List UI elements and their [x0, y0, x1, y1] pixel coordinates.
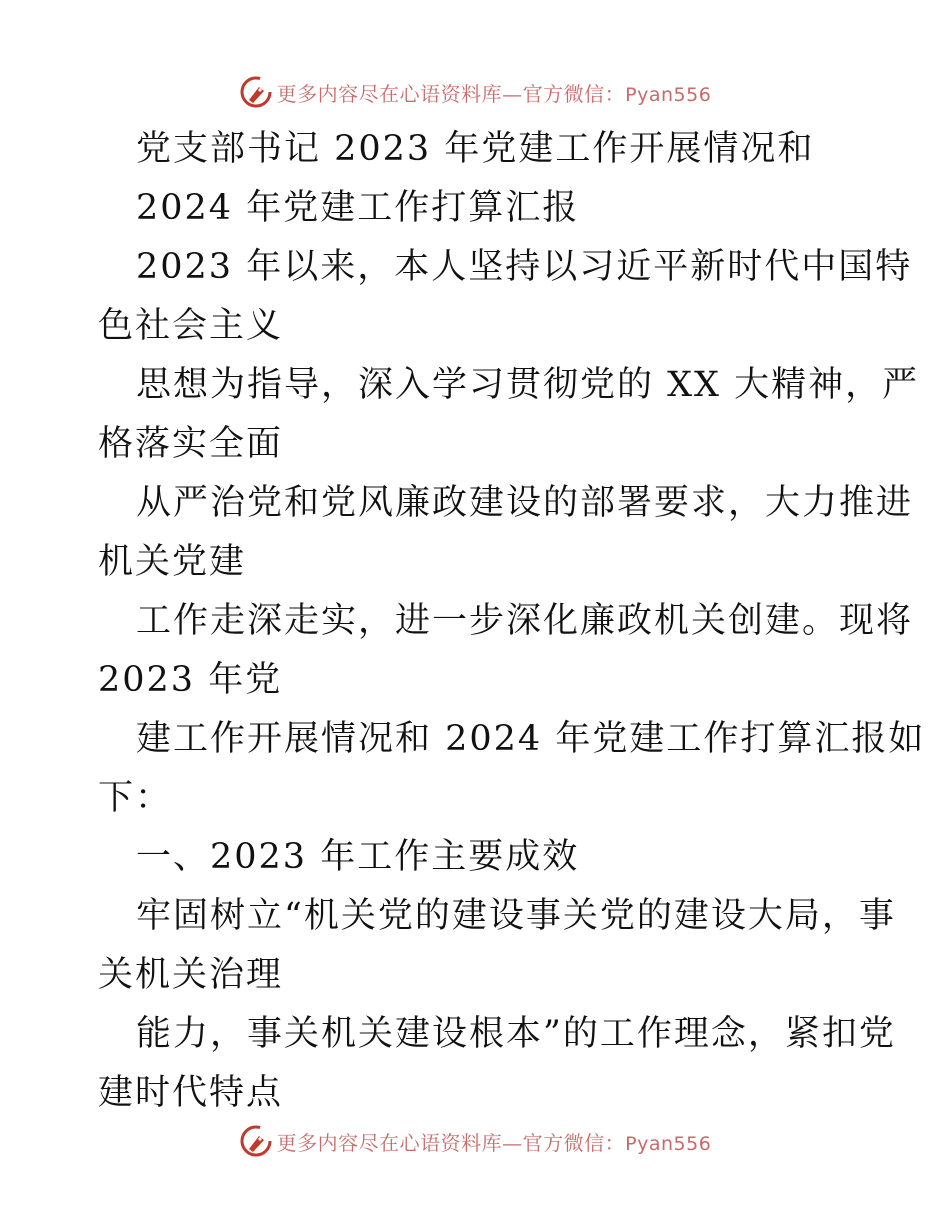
paragraph-line: 2023 年党	[98, 660, 283, 700]
paragraph-line: 牢固树立“机关党的建设事关党的建设大局，事	[136, 896, 896, 936]
paragraph-line: 关机关治理	[98, 955, 284, 995]
paragraph-line: 下：	[98, 778, 173, 818]
header-wechat-id: Pyan556	[625, 83, 712, 106]
paragraph-line: 建工作开展情况和 2024 年党建工作打算汇报如	[136, 719, 926, 759]
footer-banner	[0, 1121, 950, 1161]
paragraph-line: 机关党建	[98, 542, 247, 582]
doc-title-line-2: 2024 年党建工作打算汇报	[136, 188, 580, 228]
paragraph-line: 2023 年以来，本人坚持以习近平新时代中国特	[136, 247, 913, 287]
section-heading: 一、2023 年工作主要成效	[136, 837, 580, 877]
paragraph-line: 建时代特点	[98, 1073, 284, 1113]
paragraph-line: 格落实全面	[98, 424, 284, 464]
footer-wechat-id: Pyan556	[625, 1132, 712, 1155]
document-body	[98, 120, 926, 1123]
header-banner-text	[277, 78, 712, 107]
pen-nib-logo-icon	[239, 75, 273, 109]
pen-nib-logo-icon	[239, 1124, 273, 1158]
footer-banner-text	[277, 1127, 712, 1156]
paragraph-line: 色社会主义	[98, 306, 284, 346]
header-banner	[0, 72, 950, 112]
paragraph-line: 能力，事关机关建设根本”的工作理念，紧扣党	[136, 1014, 896, 1054]
paragraph-line: 工作走深走实，进一步深化廉政机关创建。现将	[136, 601, 914, 641]
footer-banner-label: 更多内容尽在心语资料库—官方微信：	[276, 1130, 626, 1155]
header-banner-label: 更多内容尽在心语资料库—官方微信：	[276, 81, 626, 106]
paragraph-line: 从严治党和党风廉政建设的部署要求，大力推进	[136, 483, 914, 523]
paragraph-line: 思想为指导，深入学习贯彻党的 XX 大精神，严	[136, 365, 920, 405]
doc-title-line-1: 党支部书记 2023 年党建工作开展情况和	[136, 129, 815, 169]
